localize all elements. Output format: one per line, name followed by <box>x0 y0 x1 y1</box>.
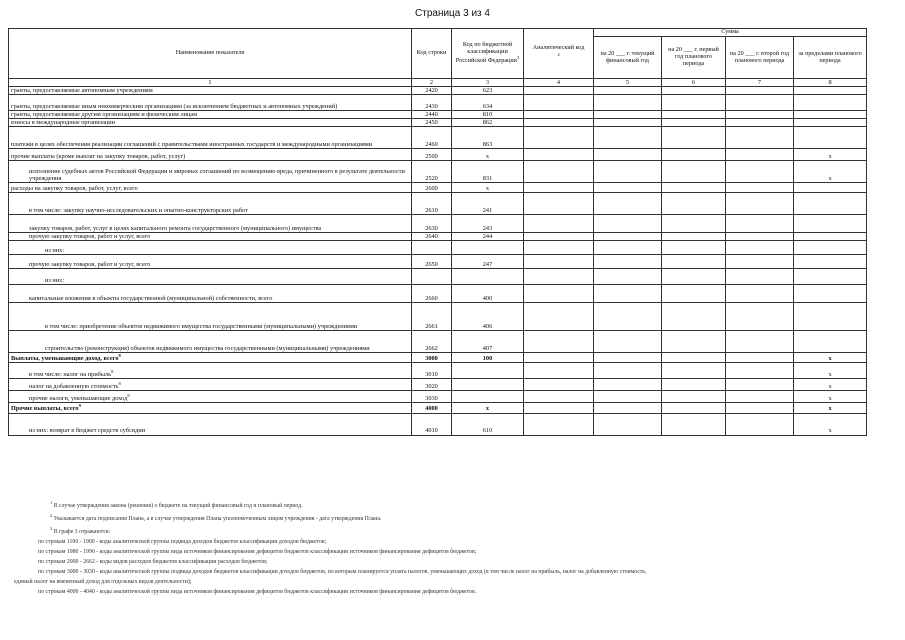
column-number: 1 <box>9 79 412 87</box>
sum-y1-cell <box>594 149 662 161</box>
row-name <box>9 353 412 363</box>
row-name <box>9 111 412 119</box>
footnote-mark: 2 <box>50 512 53 518</box>
budget-code-cell: 634 <box>452 95 524 111</box>
column-numbers-row <box>9 79 867 87</box>
table-row <box>9 183 867 193</box>
row-name <box>9 161 412 183</box>
sum-y3-cell <box>726 127 794 149</box>
budget-code-cell: x <box>452 403 524 413</box>
budget-code-cell <box>452 379 524 391</box>
footnote-ref: 3 <box>517 55 520 61</box>
sum-y2-cell <box>662 255 726 269</box>
row-name-text: гранты, предоставляемые другим организациям и физическим лицам <box>11 111 198 119</box>
budget-code-cell: x <box>452 149 524 161</box>
col-sum-header: Сумма <box>594 29 867 37</box>
column-number: 8 <box>794 79 867 87</box>
sum-y2-cell <box>662 269 726 285</box>
sum-y3-cell <box>726 241 794 255</box>
line-code-cell: 2460 <box>412 127 452 149</box>
line-code-cell: 2420 <box>412 87 452 95</box>
analytic-code-cell <box>524 363 594 379</box>
row-name <box>9 331 412 353</box>
table-row <box>9 119 867 127</box>
sum-y3-cell <box>726 379 794 391</box>
sum-beyond-cell: x <box>794 391 867 403</box>
sum-y3-cell <box>726 403 794 413</box>
analytic-code-cell <box>524 127 594 149</box>
col-y2-header: на 20 ___ г. первый год планового периода <box>662 37 726 79</box>
footnote-text: по строкам 3000 - 3030 - коды аналитической группы подвида доходов бюджетов классификации доходов бюджетов, по которым планируется уплата налогов, уменьшающих доход (в том числе налог на прибыль, налог на добавленную стоимость, <box>38 568 647 575</box>
col-name-header: Наименование показателя <box>9 29 412 79</box>
analytic-code-cell <box>524 353 594 363</box>
sum-y1-cell <box>594 269 662 285</box>
table-row <box>9 95 867 111</box>
table-body <box>9 87 867 435</box>
analytic-code-cell <box>524 285 594 303</box>
budget-code-cell: 247 <box>452 255 524 269</box>
sum-y3-cell <box>726 111 794 119</box>
sum-y1-cell <box>594 331 662 353</box>
sum-y1-cell <box>594 255 662 269</box>
line-code-cell <box>412 269 452 285</box>
line-code-cell: 2640 <box>412 233 452 241</box>
row-name <box>9 193 412 215</box>
sum-y3-cell <box>726 161 794 183</box>
sum-y2-cell <box>662 119 726 127</box>
table-row <box>9 161 867 183</box>
sum-y3-cell <box>726 255 794 269</box>
column-number: 6 <box>662 79 726 87</box>
sum-y1-cell <box>594 303 662 331</box>
sum-y2-cell <box>662 87 726 95</box>
sum-beyond-cell: x <box>794 413 867 435</box>
row-name <box>9 149 412 161</box>
sum-y1-cell <box>594 285 662 303</box>
table-row <box>9 149 867 161</box>
col-budget-code-header <box>452 29 524 79</box>
row-name <box>9 127 412 149</box>
budget-code-cell: 610 <box>452 413 524 435</box>
line-code-cell: 2440 <box>412 111 452 119</box>
sum-beyond-cell <box>794 87 867 95</box>
sum-y3-cell <box>726 215 794 233</box>
table-row <box>9 285 867 303</box>
row-name-text: гранты, предоставляемые иным некоммерческим организациям (за исключением бюджетных и автономных учреждений) <box>11 103 338 111</box>
analytic-code-cell <box>524 403 594 413</box>
table-row <box>9 269 867 285</box>
analytic-code-cell <box>524 95 594 111</box>
sum-y2-cell <box>662 353 726 363</box>
budget-code-cell: 810 <box>452 111 524 119</box>
analytic-code-cell <box>524 149 594 161</box>
row-name <box>9 255 412 269</box>
sum-y2-cell <box>662 391 726 403</box>
row-name <box>9 241 412 255</box>
table-row <box>9 255 867 269</box>
row-name-text: прочую закупку товаров, работ и услуг, всего <box>29 261 151 269</box>
line-code-cell <box>412 241 452 255</box>
sum-y2-cell <box>662 363 726 379</box>
sum-beyond-cell: x <box>794 353 867 363</box>
analytic-code-cell <box>524 413 594 435</box>
sum-y3-cell <box>726 193 794 215</box>
sum-beyond-cell: x <box>794 161 867 183</box>
row-name <box>9 269 412 285</box>
sum-y3-cell <box>726 233 794 241</box>
footnote-mark: 1 <box>50 500 53 505</box>
row-name-text: прочие налоги, уменьшающие доход <box>29 395 128 403</box>
analytic-code-cell <box>524 193 594 215</box>
sum-y3-cell <box>726 413 794 435</box>
sum-y3-cell <box>726 87 794 95</box>
footnote-text: В графе 3 отражаются: <box>53 528 111 535</box>
plan-table <box>8 28 867 436</box>
row-name-text: прочую закупку товаров, работ и услуг, всего <box>29 233 151 241</box>
sum-y3-cell <box>726 363 794 379</box>
row-name <box>9 119 412 127</box>
col-analytic-code-header <box>524 29 594 79</box>
footnote-text: по строкам 1980 - 1990 - коды аналитической группы вида источников финансирования дефицитов бюджетов классификации источников финансирования дефицитов бюджетов; <box>38 548 477 555</box>
col-y1-header: на 20 ___ г. текущий финансовый год <box>594 37 662 79</box>
footnote-line <box>38 567 888 577</box>
analytic-code-cell <box>524 111 594 119</box>
col-beyond-header: за пределами планового периода <box>794 37 867 79</box>
row-name-text: расходы на закупку товаров, работ, услуг, всего <box>11 185 138 193</box>
footnote-ref: 4 <box>557 51 560 57</box>
sum-beyond-cell: x <box>794 149 867 161</box>
line-code-cell: 2450 <box>412 119 452 127</box>
sum-y2-cell <box>662 403 726 413</box>
row-name-text: из них: <box>45 247 65 255</box>
analytic-code-cell <box>524 161 594 183</box>
row-name <box>9 233 412 241</box>
row-name <box>9 303 412 331</box>
sum-y3-cell <box>726 285 794 303</box>
budget-code-cell: 623 <box>452 87 524 95</box>
footnote-mark: 3 <box>50 525 53 531</box>
budget-code-cell: x <box>452 183 524 193</box>
table-row <box>9 215 867 233</box>
sum-y2-cell <box>662 193 726 215</box>
analytic-code-cell <box>524 303 594 331</box>
line-code-cell: 3030 <box>412 391 452 403</box>
sum-y2-cell <box>662 149 726 161</box>
sum-y2-cell <box>662 285 726 303</box>
sum-y1-cell <box>594 353 662 363</box>
budget-code-cell <box>452 363 524 379</box>
sum-y1-cell <box>594 233 662 241</box>
sum-beyond-cell <box>794 183 867 193</box>
sum-y2-cell <box>662 379 726 391</box>
sum-beyond-cell <box>794 241 867 255</box>
line-code-cell: 2610 <box>412 193 452 215</box>
sum-y1-cell <box>594 413 662 435</box>
sum-y3-cell <box>726 269 794 285</box>
sum-y3-cell <box>726 95 794 111</box>
table-row <box>9 303 867 331</box>
sum-y2-cell <box>662 183 726 193</box>
analytic-code-cell <box>524 119 594 127</box>
footnote-line <box>38 537 888 547</box>
sum-beyond-cell: x <box>794 363 867 379</box>
line-code-cell: 4000 <box>412 403 452 413</box>
column-number: 3 <box>452 79 524 87</box>
table-row <box>9 353 867 363</box>
line-code-cell: 4010 <box>412 413 452 435</box>
footnote-line <box>38 498 888 511</box>
sum-y2-cell <box>662 161 726 183</box>
column-number: 2 <box>412 79 452 87</box>
sum-beyond-cell <box>794 215 867 233</box>
table-row <box>9 241 867 255</box>
sum-beyond-cell <box>794 285 867 303</box>
table-row <box>9 87 867 95</box>
row-name-text: в том числе: приобретение объектов недвижимого имущества государственными (муниципальными) учреждениями <box>45 323 358 331</box>
row-name-text: налог на добавленную стоимость <box>29 383 119 391</box>
line-code-cell: 2520 <box>412 161 452 183</box>
column-number: 4 <box>524 79 594 87</box>
analytic-code-cell <box>524 379 594 391</box>
table-row <box>9 403 867 413</box>
sum-y2-cell <box>662 303 726 331</box>
sum-y3-cell <box>726 119 794 127</box>
row-name-text: взносы в международные организации <box>11 119 116 127</box>
sum-y2-cell <box>662 95 726 111</box>
col-line-code-header: Код строки <box>412 29 452 79</box>
line-code-cell: 2430 <box>412 95 452 111</box>
sum-y3-cell <box>726 331 794 353</box>
footnote-line <box>38 524 888 537</box>
col-y3-header: на 20 ___ г. второй год планового периода <box>726 37 794 79</box>
line-code-cell: 2662 <box>412 331 452 353</box>
analytic-code-cell <box>524 241 594 255</box>
sum-beyond-cell <box>794 269 867 285</box>
sum-y1-cell <box>594 391 662 403</box>
sum-y3-cell <box>726 183 794 193</box>
line-code-cell: 2600 <box>412 183 452 193</box>
row-name <box>9 183 412 193</box>
footnote-line <box>38 587 888 597</box>
budget-code-cell: 400 <box>452 285 524 303</box>
sum-y1-cell <box>594 161 662 183</box>
sum-beyond-cell: x <box>794 379 867 391</box>
sum-y2-cell <box>662 233 726 241</box>
sum-y2-cell <box>662 241 726 255</box>
footnotes <box>14 498 888 597</box>
budget-code-cell: 100 <box>452 353 524 363</box>
row-name-text: исполнение судебных актов Российской Федерации и мировых соглашений по возмещению вреда, причиненного в результате деятельности учреждения <box>29 168 405 183</box>
row-name <box>9 363 412 379</box>
row-name <box>9 379 412 391</box>
column-number: 7 <box>726 79 794 87</box>
row-name-text: Прочие выплаты, всего <box>11 405 79 413</box>
sum-y3-cell <box>726 303 794 331</box>
footnote-ref: 8 <box>118 381 121 387</box>
col-analytic-code-label: Аналитический код <box>532 44 585 52</box>
sum-y1-cell <box>594 127 662 149</box>
line-code-cell: 2660 <box>412 285 452 303</box>
sum-beyond-cell <box>794 233 867 241</box>
table-row <box>9 363 867 379</box>
sum-beyond-cell <box>794 111 867 119</box>
sum-y1-cell <box>594 215 662 233</box>
row-name <box>9 391 412 403</box>
footnote-ref: 8 <box>118 353 121 359</box>
footnote-text: по строкам 1100 - 1900 - коды аналитической группы подвида доходов бюджетов классификации доходов бюджетов; <box>38 538 327 545</box>
row-name <box>9 403 412 413</box>
sum-beyond-cell <box>794 255 867 269</box>
analytic-code-cell <box>524 215 594 233</box>
row-name-text: платежи в целях обеспечения реализации соглашений с правительствами иностранных государств и международными организациями <box>11 141 373 149</box>
table-row <box>9 233 867 241</box>
table-row <box>9 331 867 353</box>
sum-y1-cell <box>594 403 662 413</box>
row-name-text: гранты, предоставляемые автономным учреждениям <box>11 87 153 95</box>
row-name <box>9 95 412 111</box>
line-code-cell: 2500 <box>412 149 452 161</box>
row-name-text: в том числе: налог на прибыль <box>29 371 112 379</box>
sum-y1-cell <box>594 363 662 379</box>
line-code-cell: 2661 <box>412 303 452 331</box>
footnote-text: единый налог на вмененный доход для отдельных видов деятельности); <box>14 578 192 585</box>
sum-y1-cell <box>594 111 662 119</box>
footnote-ref: 9 <box>78 403 81 409</box>
footnote-line <box>14 577 888 587</box>
budget-code-cell: 243 <box>452 215 524 233</box>
sum-y2-cell <box>662 127 726 149</box>
line-code-cell: 3000 <box>412 353 452 363</box>
budget-code-cell <box>452 391 524 403</box>
sum-beyond-cell <box>794 303 867 331</box>
budget-code-cell <box>452 269 524 285</box>
analytic-code-cell <box>524 87 594 95</box>
sum-y2-cell <box>662 331 726 353</box>
budget-code-cell <box>452 241 524 255</box>
row-name-text: капитальные вложения в объекты государственной (муниципальной) собственности, всего <box>29 295 273 303</box>
table-row <box>9 413 867 435</box>
sum-y1-cell <box>594 87 662 95</box>
table-row <box>9 193 867 215</box>
column-number: 5 <box>594 79 662 87</box>
sum-y1-cell <box>594 379 662 391</box>
table-row <box>9 379 867 391</box>
sum-y1-cell <box>594 95 662 111</box>
sum-y1-cell <box>594 241 662 255</box>
sum-beyond-cell: x <box>794 403 867 413</box>
analytic-code-cell <box>524 183 594 193</box>
sum-y1-cell <box>594 193 662 215</box>
page-header: Страница 3 из 4 <box>415 8 490 19</box>
budget-code-cell: 862 <box>452 119 524 127</box>
row-name <box>9 413 412 435</box>
footnote-line <box>38 511 888 524</box>
analytic-code-cell <box>524 255 594 269</box>
sum-y3-cell <box>726 353 794 363</box>
sum-y2-cell <box>662 413 726 435</box>
budget-code-cell: 244 <box>452 233 524 241</box>
sum-beyond-cell <box>794 119 867 127</box>
sum-y3-cell <box>726 149 794 161</box>
row-name-text: в том числе: закупку научно-исследовательских и опытно-конструкторских работ <box>29 207 248 215</box>
sum-beyond-cell <box>794 95 867 111</box>
sum-y1-cell <box>594 183 662 193</box>
footnote-ref: 8 <box>127 393 130 399</box>
col-budget-code-label: Код по бюджетной классификации Российской Федерации <box>455 40 517 65</box>
footnote-text: по строкам 2000 - 2662 - коды видов расходов бюджетов классификации расходов бюджетов; <box>38 558 268 565</box>
sum-y2-cell <box>662 111 726 119</box>
line-code-cell: 3020 <box>412 379 452 391</box>
budget-code-cell: 863 <box>452 127 524 149</box>
line-code-cell: 2650 <box>412 255 452 269</box>
row-name <box>9 87 412 95</box>
footnote-line <box>38 547 888 557</box>
budget-code-cell: 831 <box>452 161 524 183</box>
row-name-text: прочие выплаты (кроме выплат на закупку товаров, работ, услуг) <box>11 153 186 161</box>
line-code-cell: 3010 <box>412 363 452 379</box>
row-name-text: закупку товаров, работ, услуг в целях капитального ремонта государственного (муниципального) имущества <box>29 225 322 233</box>
footnote-text: В случае утверждения закона (решения) о бюджете на текущий финансовый год и плановый период. <box>53 502 303 509</box>
table-row <box>9 111 867 119</box>
row-name-text: Выплаты, уменьшающие доход, всего <box>11 355 119 363</box>
row-name <box>9 215 412 233</box>
table-row <box>9 391 867 403</box>
sum-beyond-cell <box>794 127 867 149</box>
row-name-text: из них: возврат в бюджет средств субсидии <box>29 427 146 435</box>
footnote-text: Указывается дата подписания Плана, а в случае утверждения Плана уполномоченным лицом учреждения - дата утверждения Плана. <box>53 515 382 522</box>
analytic-code-cell <box>524 391 594 403</box>
row-name-text: из них: <box>45 277 65 285</box>
budget-code-cell: 406 <box>452 303 524 331</box>
sum-beyond-cell <box>794 331 867 353</box>
sum-beyond-cell <box>794 193 867 215</box>
sum-y2-cell <box>662 215 726 233</box>
footnote-ref: 8 <box>111 369 114 375</box>
row-name-text: строительство (реконструкция) объектов недвижимого имущества государственными (муниципальными) учреждениями <box>45 345 370 353</box>
footnote-line <box>38 557 888 567</box>
sum-y3-cell <box>726 391 794 403</box>
analytic-code-cell <box>524 269 594 285</box>
row-name <box>9 285 412 303</box>
table-row <box>9 127 867 149</box>
line-code-cell: 2630 <box>412 215 452 233</box>
footnote-text: по строкам 4000 - 4040 - коды аналитической группы вида источников финансирования дефицитов бюджетов классификации источников финансирования дефицитов бюджетов. <box>38 588 477 595</box>
sum-y1-cell <box>594 119 662 127</box>
budget-code-cell: 407 <box>452 331 524 353</box>
analytic-code-cell <box>524 331 594 353</box>
budget-code-cell: 241 <box>452 193 524 215</box>
analytic-code-cell <box>524 233 594 241</box>
